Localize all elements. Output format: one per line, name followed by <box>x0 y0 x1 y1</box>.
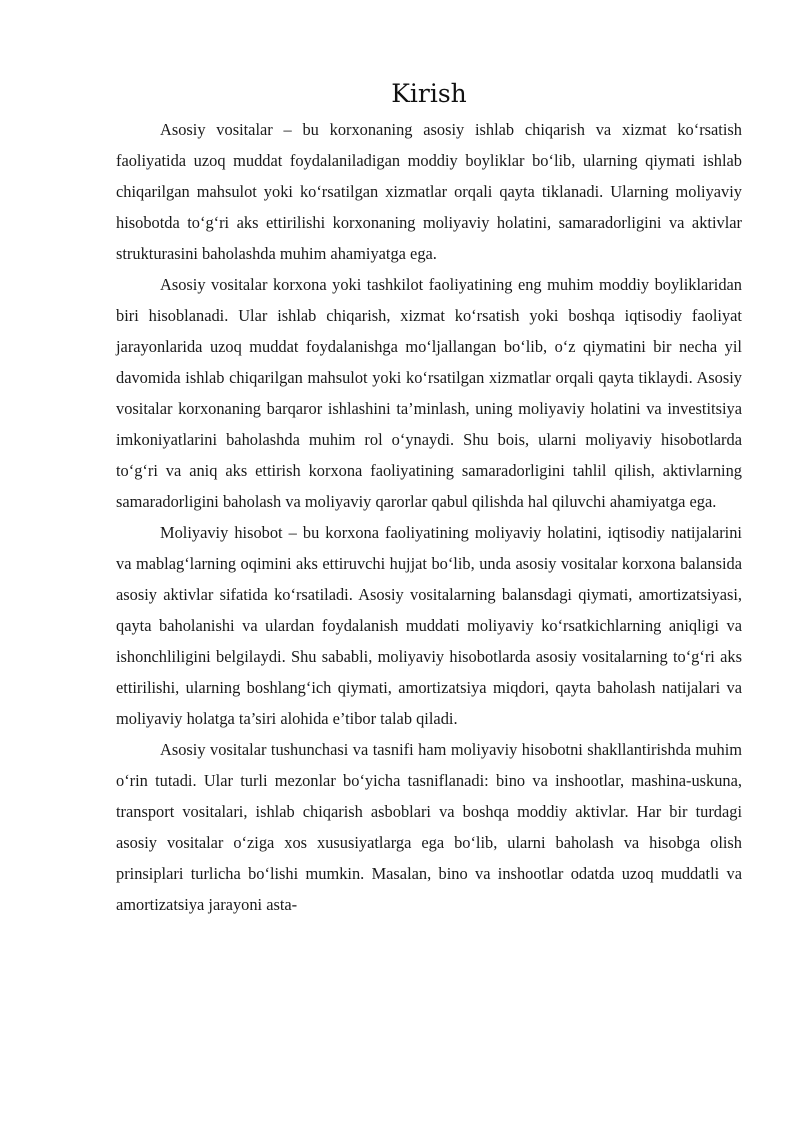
paragraph-3: Moliyaviy hisobot – bu korxona faoliyatining moliyaviy holatini, iqtisodiy natijalarini va mablag‘larning oqimini aks ettiruvchi hujjat bo‘lib, unda asosiy vositalar korxona balansida asosiy aktivlar sifatida ko‘rsatiladi. Asosiy vositalarning balansdagi qiymati, amortizatsiyasi, qayta baholanishi va ulardan foydalanish muddati moliyaviy ko‘rsatkichlarning aniqligi va ishonchliligini belgilaydi. Shu sababli, moliyaviy hisobotlarda asosiy vositalarning to‘g‘ri aks ettirilishi, ularning boshlang‘ich qiymati, amortizatsiya miqdori, qayta baholash natijalari va moliyaviy holatga ta’siri alohida e’tibor talab qiladi. <box>116 523 742 728</box>
paragraph-2: Asosiy vositalar korxona yoki tashkilot faoliyatining eng muhim moddiy boyliklaridan biri hisoblanadi. Ular ishlab chiqarish, xizmat ko‘rsatish yoki boshqa iqtisodiy faoliyat jarayonlarida uzoq muddat foydalanishga mo‘ljallangan bo‘lib, o‘z qiymatini bir necha yil davomida ishlab chiqarilgan mahsulot yoki ko‘rsatilgan xizmatlar orqali qayta tiklaydi. Asosiy vositalar korxonaning barqaror ishlashini ta’minlash, uning moliyaviy holatini va investitsiya imkoniyatlarini baholashda muhim rol o‘ynaydi. Shu bois, ularni moliyaviy hisobotlarda to‘g‘ri va aniq aks ettirish korxona faoliyatining samaradorligini tahlil qilish, aktivlarning samaradorligini baholash va moliyaviy qarorlar qabul qilishda hal qiluvchi ahamiyatga ega. <box>116 275 742 511</box>
paragraph-1: Asosiy vositalar – bu korxonaning asosiy ishlab chiqarish va xizmat ko‘rsatish faoliyatida uzoq muddat foydalaniladigan moddiy boyliklar bo‘lib, ularning qiymati ishlab chiqarilgan mahsulot yoki ko‘rsatilgan xizmatlar orqali qayta tiklanadi. Ularning moliyaviy hisobotda to‘g‘ri aks ettirilishi korxonaning moliyaviy holatini, samaradorligini va aktivlar strukturasini baholashda muhim ahamiyatga ega. <box>116 120 742 263</box>
page-title: Kirish <box>391 79 467 108</box>
paragraph-4: Asosiy vositalar tushunchasi va tasnifi ham moliyaviy hisobotni shakllantirishda muhim o‘rin tutadi. Ular turli mezonlar bo‘yicha tasniflanadi: bino va inshootlar, mashina-uskuna, transport vositalari, ishlab chiqarish asboblari va boshqa moddiy aktivlar. Har bir turdagi asosiy vositalar o‘ziga xos xususiyatlarga ega bo‘lib, ularni baholash va hisobga olish prinsiplari turlicha bo‘lishi mumkin. Masalan, bino va inshootlar odatda uzoq muddatli va amortizatsiya jarayoni asta- <box>116 740 742 914</box>
document-page <box>116 76 742 920</box>
